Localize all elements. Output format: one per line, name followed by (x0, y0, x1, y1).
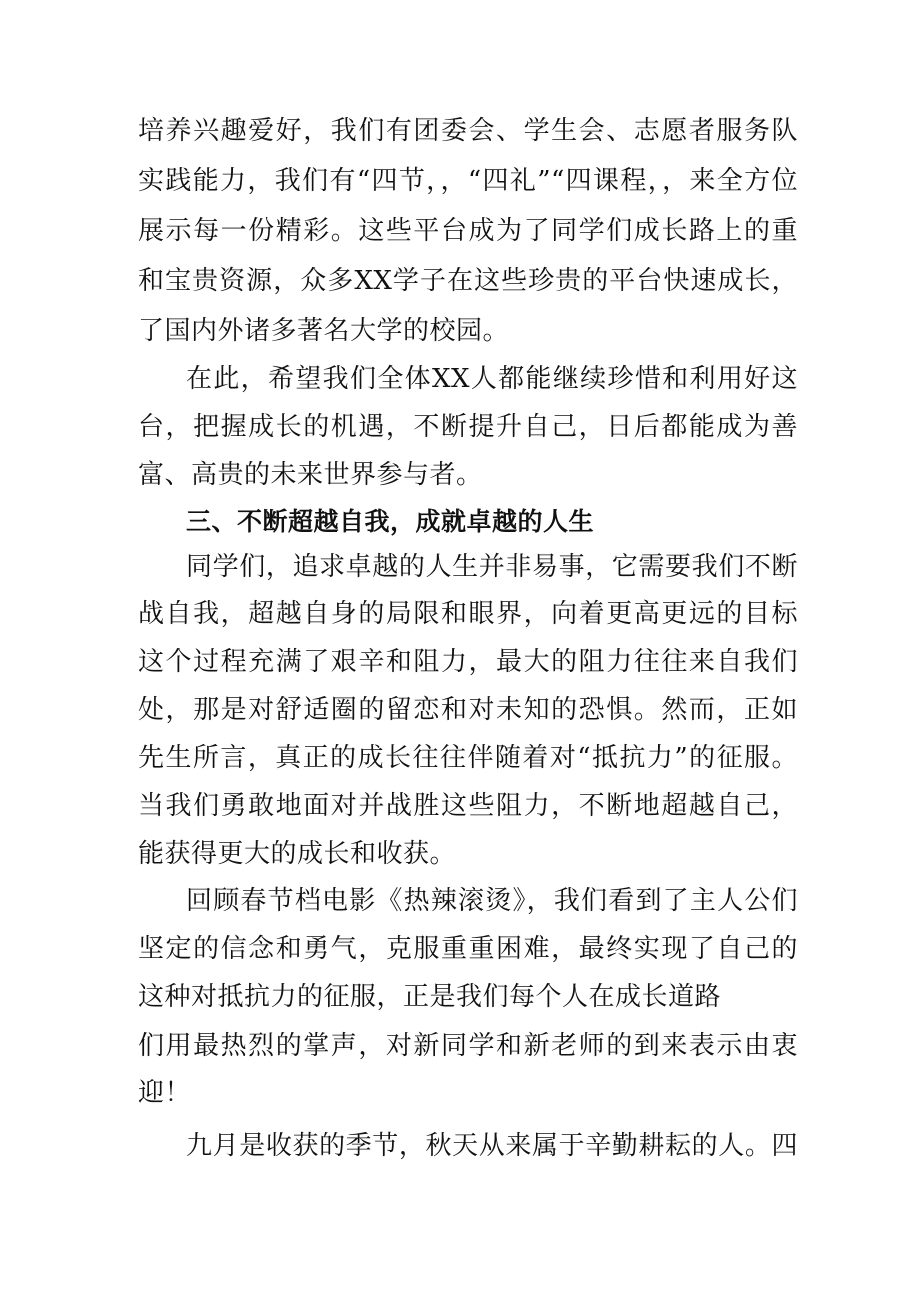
paragraph-line: 处，那是对舒适圈的留恋和对未知的恐惧。然而，正如 (138, 695, 798, 725)
paragraph-line: 这个过程充满了艰辛和阻力，最大的阻力往往来自我们 (138, 647, 798, 677)
paragraph-line: 当我们勇敢地面对并战胜这些阻力，不断地超越自己， (138, 791, 798, 821)
paragraph-line: 回顾春节档电影《热辣滚烫》，我们看到了主人公们 (186, 886, 798, 916)
paragraph-line: 展示每一份精彩。这些平台成为了同学们成长路上的重 (138, 216, 798, 246)
paragraph-line: 同学们，追求卓越的人生并非易事，它需要我们不断 (186, 552, 798, 582)
paragraph-line: 能获得更大的成长和收获。 (138, 839, 457, 869)
paragraph-line: 实践能力，我们有“四节，，“四礼”“四课程，，来全方位 (138, 166, 798, 196)
paragraph-line: 坚定的信念和勇气，克服重重困难，最终实现了自己的 (138, 934, 798, 964)
paragraph-line: 先生所言，真正的成长往往伴随着对“抵抗力”的征服。 (138, 743, 798, 773)
paragraph-line: 富、高贵的未来世界参与者。 (138, 460, 483, 490)
paragraph-line: 在此，希望我们全体XX人都能继续珍惜和利用好这 (186, 364, 798, 394)
paragraph-line: 迎！ (138, 1078, 192, 1108)
paragraph-line: 台，把握成长的机遇，不断提升自己，日后都能成为善 (138, 412, 798, 442)
section-heading: 三、不断超越自我，成就卓越的人生 (186, 507, 595, 536)
paragraph-line: 了国内外诸多著名大学的校园。 (138, 316, 510, 346)
paragraph-line: 九月是收获的季节，秋天从来属于辛勤耕耘的人。四 (186, 1131, 798, 1161)
paragraph-line: 们用最热烈的掌声，对新同学和新老师的到来表示由衷 (138, 1031, 798, 1061)
paragraph-line: 这种对抵抗力的征服，正是我们每个人在成长道路 (138, 982, 722, 1012)
paragraph-line: 和宝贵资源，众多XX学子在这些珍贵的平台快速成长， (138, 266, 798, 296)
paragraph-line: 培养兴趣爱好，我们有团委会、学生会、志愿者服务队 (138, 116, 798, 146)
paragraph-line: 战自我，超越自身的局限和眼界，向着更高更远的目标 (138, 599, 798, 629)
